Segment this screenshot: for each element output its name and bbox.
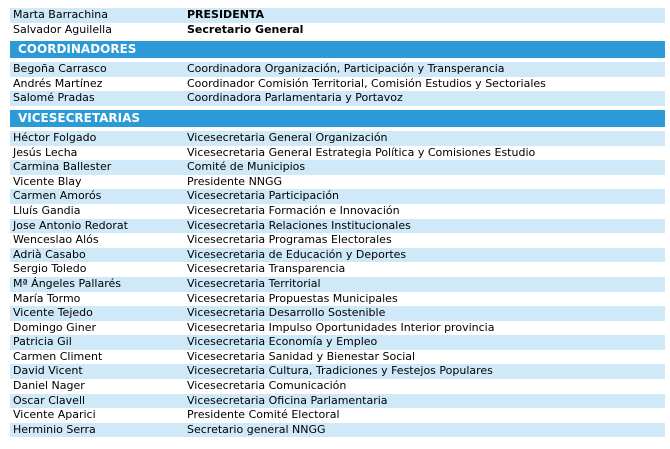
vicesecretarias-rows [10,131,665,437]
member-name: María Tormo [13,291,81,305]
table-row [10,306,665,321]
table-row [10,77,665,92]
member-role: Vicesecretaria Propuestas Municipales [187,291,398,305]
member-role: Vicesecretaria Impulso Oportunidades Interior provincia [187,320,495,334]
table-row [10,262,665,277]
member-name: Sergio Toledo [13,262,87,276]
member-name: David Vicent [13,364,83,378]
table-row [10,146,665,161]
member-name: Jose Antonio Redorat [13,218,128,232]
table-row [10,423,665,438]
member-name: Adrià Casabo [13,247,86,261]
table-row [10,350,665,365]
table-row [10,233,665,248]
member-name: Vicente Blay [13,174,82,188]
table-row [10,364,665,379]
coordinadores-rows [10,62,665,106]
section-header-vicesecretarias: VICESECRETARIAS [10,110,665,127]
member-name: Jesús Lecha [13,145,78,159]
member-name: Marta Barrachina [13,8,108,21]
table-row [10,204,665,219]
table-row [10,8,665,23]
member-role: Coordinador Comisión Territorial, Comisión Estudios y Sectoriales [187,76,546,90]
member-name: Salvador Aguilella [13,22,112,36]
member-role: Presidente Comité Electoral [187,408,340,422]
member-name: Salomé Pradas [13,91,95,105]
member-role: Comité de Municipios [187,160,306,174]
table-row [10,277,665,292]
table-row [10,292,665,307]
table-row [10,219,665,234]
member-name: Mª Ángeles Pallarés [13,276,121,290]
member-name: Oscar Clavell [13,393,86,407]
member-role: Vicesecretaria Territorial [187,276,321,290]
section-header-coordinadores: COORDINADORES [10,41,665,58]
table-row [10,394,665,409]
member-role: Vicesecretaria Sanidad y Bienestar Social [187,349,416,363]
member-role: Vicesecretaria Oficina Parlamentaria [187,393,388,407]
member-name: Domingo Giner [13,320,96,334]
table-row [10,91,665,106]
member-name: Carmina Ballester [13,160,112,174]
table-row [10,160,665,175]
member-name: Vicente Aparici [13,408,96,422]
member-role: Coordinadora Parlamentaria y Portavoz [187,91,403,105]
table-row [10,321,665,336]
table-row [10,175,665,190]
table-row [10,379,665,394]
member-role: Secretario General [187,22,304,36]
member-name: Andrés Martínez [13,76,103,90]
member-role: Vicesecretaria Desarrollo Sostenible [187,306,386,320]
member-role: Presidente NNGG [187,174,283,188]
member-name: Patricia Gil [13,335,72,349]
member-role: Vicesecretaria Economía y Empleo [187,335,378,349]
member-role: Vicesecretaria de Educación y Deportes [187,247,407,261]
member-name: Daniel Nager [13,379,85,393]
table-row [10,248,665,263]
table-row [10,189,665,204]
member-role: Vicesecretaria General Organización [187,130,388,144]
top-rows [10,8,665,37]
member-role: Vicesecretaria Participación [187,189,340,203]
member-role: Coordinadora Organización, Participación y Transperancia [187,62,505,76]
member-role: Vicesecretaria Relaciones Institucionales [187,218,411,232]
member-name: Lluís Gandia [13,203,81,217]
table-row [10,408,665,423]
member-role: Secretario general NNGG [187,422,326,436]
member-name: Carmen Amorós [13,189,102,203]
member-name: Vicente Tejedo [13,306,93,320]
member-role: Vicesecretaria General Estrategia Política y Comisiones Estudio [187,145,536,159]
member-role: Vicesecretaria Programas Electorales [187,233,392,247]
org-sheet [10,8,665,437]
member-role: PRESIDENTA [187,8,265,21]
table-row [10,23,665,38]
table-row [10,62,665,77]
member-role: Vicesecretaria Cultura, Tradiciones y Festejos Populares [187,364,493,378]
table-row [10,335,665,350]
member-role: Vicesecretaria Formación e Innovación [187,203,400,217]
member-name: Carmen Climent [13,349,103,363]
member-role: Vicesecretaria Transparencia [187,262,346,276]
member-name: Wenceslao Alós [13,233,99,247]
member-name: Begoña Carrasco [13,62,107,76]
member-name: Herminio Serra [13,422,96,436]
table-row [10,131,665,146]
member-name: Héctor Folgado [13,130,97,144]
member-role: Vicesecretaria Comunicación [187,379,347,393]
